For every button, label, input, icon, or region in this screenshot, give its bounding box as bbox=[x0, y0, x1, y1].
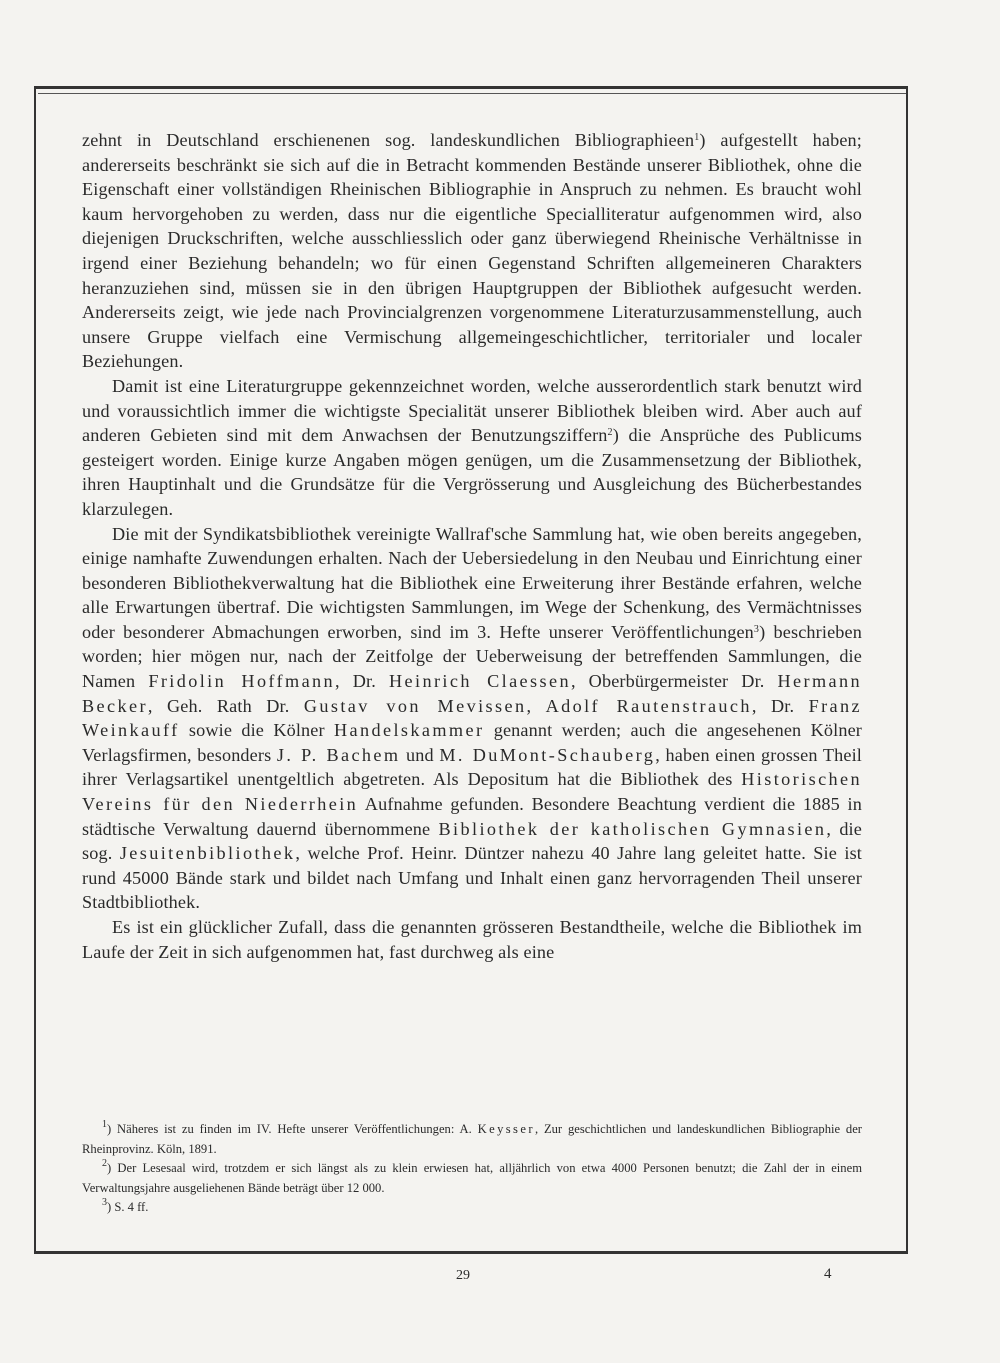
signature-mark: 4 bbox=[824, 1266, 832, 1282]
footnote-marker: 2 bbox=[102, 1158, 107, 1169]
text-run: , welche Prof. Heinr. Düntzer nahezu 40 Jahre lang geleitet hatte. Sie ist rund 45000 Bände stark und bildet nach Umfang und Inhalt einen ganz hervorragenden Theil unserer Stadtbibliothek. bbox=[82, 843, 863, 913]
spaced-name: Gustav von Mevissen bbox=[303, 695, 527, 716]
body-text bbox=[82, 128, 862, 964]
spaced-name: Jesuitenbibliothek bbox=[119, 843, 296, 864]
spaced-name: Hermann Becker bbox=[82, 671, 862, 716]
frame-top-rule bbox=[38, 93, 906, 94]
spaced-name: Keysser bbox=[477, 1122, 535, 1136]
footnote-marker: 3 bbox=[102, 1197, 107, 1208]
text-run: genannt werden; auch die angesehenen Kölner Verlagsfirmen, besonders bbox=[82, 720, 862, 765]
spaced-name: Franz Weinkauff bbox=[82, 695, 862, 741]
spaced-name: Fridolin Hoffmann bbox=[148, 671, 336, 692]
footnote-marker: 2 bbox=[607, 427, 613, 439]
spaced-name: J. P. Bachem bbox=[276, 744, 401, 765]
text-run: ) Der Lesesaal wird, trotzdem er sich längst als zu klein erwiesen hat, alljährlich von etwa 4000 Personen benutzt; die Zahl der in einem Verwaltungsjahre ausgeliehenen Bände beträgt über 12 000. bbox=[82, 1161, 862, 1195]
text-run: ) S. 4 ff. bbox=[107, 1200, 149, 1214]
text-run: ) beschrieben worden; hier mögen nur, nach der Zeitfolge der Ueberweisung der betreffenden Sammlungen, die Namen bbox=[82, 621, 863, 692]
spaced-name: Bibliothek der katholischen Gymnasien bbox=[438, 818, 827, 839]
text-run: ) die Ansprüche des Publicums gesteigert worden. Einige kurze Angaben mögen genügen, um die Zusammensetzung der Bibliothek, ihren Hauptinhalt und die Grundsätze für die Vergrösserung und Ausgleichung des Bücherbestandes klarzulegen. bbox=[82, 425, 862, 519]
text-run: , Zur geschichtlichen und landeskundlichen Bibliographie der Rheinprovinz. Köln, 1891. bbox=[82, 1122, 862, 1156]
text-run: , die sog. bbox=[82, 818, 862, 864]
spaced-name: M. DuMont-Schauberg bbox=[439, 744, 656, 765]
text-run: ) aufgestellt haben; andererseits beschränkt sie sich auf die in Betracht kommenden Bestände unserer Bibliothek, ohne die Eigenschaft einer vollständigen Rheinischen Bibliographie in Anspruch zu nehmen. Es braucht wohl kaum hervorgehoben zu werden, dass nur die eigentliche Specialliteratur aufgenommen wird, also diejenigen Druckschriften, welche ausschliesslich oder ganz überwiegend Rheinische Verhältnisse in irgend einer Beziehung behandeln; wo für einen Gegenstand Schriften allgemeineren Charakters heranzuziehen sind, müssen sie in den übrigen Hauptgruppen der Bibliothek aufgesucht werden. Andererseits zeigt, wie jede nach Provincialgrenzen vorgenommene Literaturzusammenstellung, auch unsere Gruppe vielfach eine Vermischung allgemeingeschichtlicher, territorialer und localer Beziehungen. bbox=[82, 130, 862, 372]
footnote bbox=[82, 1198, 862, 1218]
paragraph bbox=[82, 915, 862, 964]
footnotes bbox=[82, 1120, 862, 1218]
text-run: , bbox=[526, 695, 546, 716]
text-run: und bbox=[400, 744, 440, 765]
text-run: sowie die Kölner bbox=[179, 720, 335, 741]
text-run: , haben einen grossen Theil ihrer Verlagsartikel unentgeltlich abgetreten. Als Depositum hat die Bibliothek des bbox=[82, 744, 863, 790]
text-run: zehnt in Deutschland erschienenen sog. landeskundlichen Bibliographieen bbox=[82, 130, 695, 150]
text-run: Aufnahme gefunden. Besondere Beachtung verdient die 1885 in städtische Verwaltung dauernd übernommene bbox=[82, 794, 862, 839]
text-run: , Oberbürgermeister Dr. bbox=[570, 671, 778, 692]
text-run: , Dr. bbox=[335, 671, 389, 692]
text-run: ) Näheres ist zu finden im IV. Hefte unserer Veröffentlichungen: A. bbox=[107, 1122, 478, 1136]
footnote bbox=[82, 1120, 862, 1159]
paragraph bbox=[82, 374, 862, 522]
spaced-name: Historischen Vereins für den Niederrhein bbox=[82, 769, 862, 815]
text-run: Damit ist eine Literaturgruppe gekennzeichnet worden, welche ausserordentlich stark benutzt wird und voraussichtlich immer die wichtigste Specialität unserer Bibliothek bleiben wird. Aber auch auf anderen Gebieten sind mit dem Anwachsen der Benutzungsziffern bbox=[82, 375, 862, 446]
footnote-marker: 1 bbox=[102, 1119, 107, 1130]
footnote bbox=[82, 1159, 862, 1198]
footnote-marker: 1 bbox=[694, 132, 700, 143]
page-number: 29 bbox=[456, 1268, 470, 1283]
spaced-name: Handelskammer bbox=[334, 720, 485, 741]
text-run: Die mit der Syndikatsbibliothek vereinigte Wallraf'sche Sammlung hat, wie oben bereits angegeben, einige namhafte Zuwendungen erhalten. Nach der Uebersiedelung in den Neubau und Einrichtung einer besonderen Bibliothekverwaltung hat die Bibliothek eine Erweiterung ihrer Bestände erfahren, welche alle Erwartungen übertraf. Die wichtigsten Sammlungen, im Wege der Schenkung, des Vermächtnisses oder besonderer Abmachungen erworben, sind im 3. Hefte unserer Veröffentlichungen bbox=[82, 523, 862, 642]
spaced-name: Adolf Rautenstrauch bbox=[545, 695, 752, 716]
spaced-name: Heinrich Claessen bbox=[388, 671, 571, 692]
paragraph bbox=[82, 522, 862, 916]
text-run: , Geh. Rath Dr. bbox=[147, 695, 304, 716]
text-run: Es ist ein glücklicher Zufall, dass die genannten grösseren Bestandtheile, welche die Bibliothek im Laufe der Zeit in sich aufgenommen hat, fast durchweg als eine bbox=[82, 917, 862, 962]
footnote-marker: 3 bbox=[753, 623, 760, 635]
paragraph bbox=[82, 128, 862, 374]
text-run: , Dr. bbox=[751, 695, 809, 716]
